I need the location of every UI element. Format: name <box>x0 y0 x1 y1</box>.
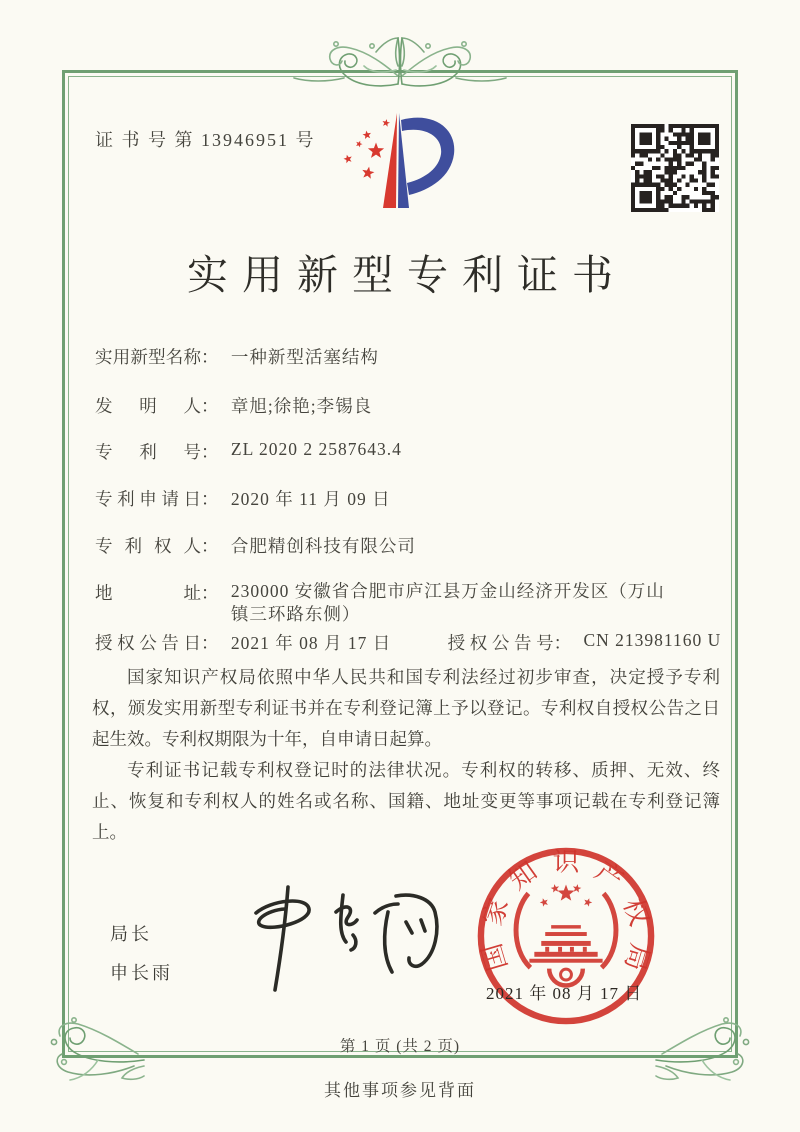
back-note: 其他事项参见背面 <box>324 1081 476 1100</box>
field-label: 发明人 <box>95 396 201 416</box>
qr-code <box>631 124 719 212</box>
grant-number-group: 授权公告号： CN 213981160 U <box>447 630 722 653</box>
field-row-patentee: 专利权人： 合肥精创科技有限公司 <box>95 533 416 558</box>
certificate-title: 实用新型专利证书 <box>187 252 627 298</box>
body-paragraph-2: 专利证书记载专利权登记时的法律状况。专利权的转移、质押、无效、终止、恢复和专利权人的姓名或名称、国籍、地址变更等事项记载在专利登记簿上。 <box>92 760 720 842</box>
field-label: 专利号 <box>95 442 201 462</box>
certificate-number: 证 书 号 第 13946951 号 <box>95 130 316 150</box>
field-row-address: 地址： 230000 安徽省合肥市庐江县万金山经济开发区（万山镇三环路东侧） <box>95 580 683 626</box>
field-row-filing-date: 专利申请日： 2020 年 11 月 09 日 <box>95 486 391 511</box>
field-label: 授权公告号 <box>447 633 554 653</box>
page-indicator: 第 1 页 (共 2 页) <box>339 1038 461 1055</box>
field-value: 合肥精创科技有限公司 <box>230 536 416 556</box>
director-signature <box>225 882 455 997</box>
national-emblem-icon <box>529 884 602 963</box>
seal-date: 2021 年 08 月 17 日 <box>486 984 643 1003</box>
field-row-name: 实用新型名称： 一种新型活塞结构 <box>95 344 379 369</box>
field-label: 授权公告日 <box>95 633 201 653</box>
grant-date-group: 授权公告日： 2021 年 08 月 17 日 <box>95 630 391 655</box>
field-label: 实用新型名称 <box>95 347 201 367</box>
field-value: 230000 安徽省合肥市庐江县万金山经济开发区（万山镇三环路东侧） <box>230 581 665 624</box>
field-label: 地址 <box>95 583 201 603</box>
field-label: 专利申请日 <box>95 489 201 509</box>
seal-ring-text: 国家知识产权局 <box>476 846 656 975</box>
field-row-inventors: 发明人： 章旭;徐艳;李锡良 <box>95 393 372 418</box>
director-title: 局长 <box>110 924 152 944</box>
field-value: 一种新型活塞结构 <box>230 347 379 367</box>
field-value: ZL 2020 2 2587643.4 <box>230 439 402 459</box>
field-value: 2020 年 11 月 09 日 <box>230 489 391 509</box>
signer-block <box>110 920 173 998</box>
patent-office-logo-icon <box>338 110 460 220</box>
field-row-patent-number: 专利号： ZL 2020 2 2587643.4 <box>95 439 402 462</box>
director-name: 申长雨 <box>110 963 173 983</box>
field-value: 2021 年 08 月 17 日 <box>230 633 392 653</box>
field-value: CN 213981160 U <box>583 630 722 650</box>
body-paragraph-1: 国家知识产权局依照中华人民共和国专利法经过初步审查，决定授予专利权，颁发实用新型专利证书并在专利登记簿上予以登记。专利权自授权公告之日起生效。专利权期限为十年，自申请日起算。 <box>92 667 720 749</box>
legal-text <box>92 662 720 848</box>
field-row-grant <box>95 630 721 655</box>
field-value: 章旭;徐艳;李锡良 <box>230 396 373 416</box>
field-label: 专利权人 <box>95 536 201 556</box>
